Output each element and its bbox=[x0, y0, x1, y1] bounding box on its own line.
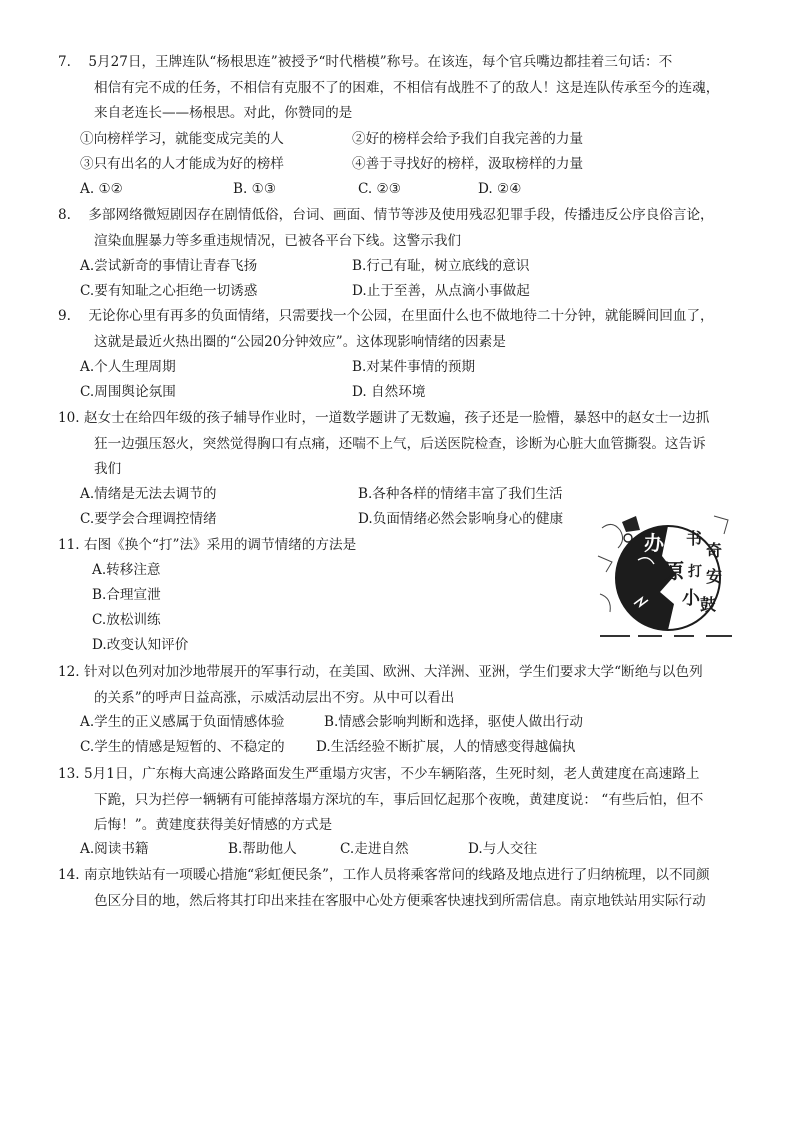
option: B.情感会影响判断和选择，驱使人做出行动 bbox=[324, 714, 583, 730]
figure-char: 鼓 bbox=[700, 595, 717, 614]
cartoon-drawing bbox=[594, 508, 740, 638]
option: D.负面情绪必然会影响身心的健康 bbox=[358, 511, 564, 527]
question-text: 针对以色列对加沙地带展开的军事行动，在美国、欧洲、大洋洲、亚洲，学生们要求大学“断绝与以色列 bbox=[84, 664, 703, 680]
figure-char: 小 bbox=[682, 588, 700, 609]
option: D. ②④ bbox=[478, 181, 522, 197]
question-text: 我们 bbox=[94, 461, 122, 478]
question-number: 14. bbox=[58, 867, 80, 883]
question-text: 5月27日，王牌连队“杨根思连”被授予“时代楷模”称号。在该连，每个官兵嘴边都挂着三句话：不 bbox=[88, 54, 673, 70]
question-7 bbox=[58, 50, 748, 127]
question-8 bbox=[58, 203, 748, 254]
option: D.改变认知评价 bbox=[92, 637, 189, 653]
option: A.阅读书籍 bbox=[80, 841, 149, 857]
option: B.行己有耻，树立底线的意识 bbox=[352, 258, 530, 274]
option: D.生活经验不断扩展，人的情感变得越偏执 bbox=[316, 739, 576, 755]
question-text: 渲染血腥暴力等多重违规情况，已被各平台下线。这警示我们 bbox=[94, 232, 462, 249]
question-number: 7. bbox=[58, 54, 71, 70]
option: B.对某件事情的预期 bbox=[352, 359, 476, 375]
option: A. ①② bbox=[80, 181, 123, 197]
question-text: 狂一边强压怒火，突然觉得胸口有点痛，还喘不上气，后送医院检查，诊断为心脏大血管撕裂。这告诉 bbox=[94, 435, 706, 452]
question-text: 来自老连长——杨根思。对此，你赞同的是 bbox=[94, 105, 353, 122]
question-text: 右图《换个“打”法》采用的调节情绪的方法是 bbox=[84, 537, 357, 553]
option: A.尝试新奇的事情让青春飞扬 bbox=[80, 258, 258, 274]
question-number: 9. bbox=[58, 308, 71, 324]
statement: ④善于寻找好的榜样，汲取榜样的力量 bbox=[352, 156, 584, 172]
question-text: 这就是最近火热出圈的“公园20分钟效应”。这体现影响情绪的因素是 bbox=[94, 333, 506, 350]
option: C.放松训练 bbox=[92, 612, 161, 628]
option: C.走进自然 bbox=[340, 841, 409, 857]
question-number: 10. bbox=[58, 410, 80, 426]
option: A.个人生理周期 bbox=[80, 359, 176, 375]
question-number: 12. bbox=[58, 664, 80, 680]
figure-char: 打 bbox=[688, 564, 702, 580]
option: B.合理宣泄 bbox=[92, 587, 161, 603]
question-number: 11. bbox=[58, 537, 80, 553]
figure-char: 原 bbox=[664, 559, 684, 583]
cartoon-figure bbox=[594, 508, 740, 638]
question-text: 的关系”的呼声日益高涨，示威活动层出不穷。从中可以看出 bbox=[94, 689, 455, 706]
question-number: 8. bbox=[58, 207, 71, 223]
option: C.要有知耻之心拒绝一切诱惑 bbox=[80, 283, 258, 299]
question-text: 无论你心里有再多的负面情绪，只需要找一个公园，在里面什么也不做地待二十分钟，就能瞬间回血了， bbox=[88, 308, 714, 324]
option: B.帮助他人 bbox=[228, 841, 297, 857]
option: A.转移注意 bbox=[92, 562, 161, 578]
question-text: 色区分目的地，然后将其打印出来挂在客服中心处方便乘客快速找到所需信息。南京地铁站用实际行动 bbox=[94, 892, 706, 909]
option: D.与人交往 bbox=[468, 841, 538, 857]
option: B.各种各样的情绪丰富了我们生活 bbox=[358, 486, 563, 502]
option: A.情绪是无法去调节的 bbox=[80, 486, 217, 502]
figure-char: 奇 bbox=[706, 541, 723, 560]
question-text: 下跪，只为拦停一辆辆有可能掉落塌方深坑的车，事后回忆起那个夜晚，黄建度说： “有些后怕，但不 bbox=[94, 791, 704, 808]
statement: ③只有出名的人才能成为好的榜样 bbox=[80, 156, 284, 172]
question-12 bbox=[58, 660, 748, 711]
statement: ②好的榜样会给予我们自我完善的力量 bbox=[352, 131, 584, 147]
option: C.学生的情感是短暂的、不稳定的 bbox=[80, 739, 285, 755]
option: B. ①③ bbox=[233, 181, 277, 197]
question-text: 5月1日，广东梅大高速公路路面发生严重塌方灾害，不少车辆陷落，生死时刻，老人黄建度在高速路上 bbox=[84, 766, 700, 782]
question-10 bbox=[58, 406, 748, 483]
option: A.学生的正义感属于负面情感体验 bbox=[80, 714, 285, 730]
question-text: 相信有完不成的任务，不相信有克服不了的困难，不相信有战胜不了的敌人！这是连队传承至今的连魂， bbox=[94, 79, 720, 96]
figure-char: 安 bbox=[706, 567, 723, 586]
question-13 bbox=[58, 762, 748, 839]
question-14 bbox=[58, 863, 748, 914]
question-text: 南京地铁站有一项暖心措施“彩虹便民条”，工作人员将乘客常问的线路及地点进行了归纳梳理，以不同颜 bbox=[84, 867, 710, 883]
question-text: 后悔！”。黄建度获得美好情感的方式是 bbox=[94, 817, 333, 834]
question-text: 多部网络微短剧因存在剧情低俗，台词、画面、情节等涉及使用残忍犯罪手段，传播违反公序良俗言论， bbox=[88, 207, 714, 223]
option: D.止于至善，从点滴小事做起 bbox=[352, 283, 530, 299]
statement: ①向榜样学习，就能变成完美的人 bbox=[80, 131, 284, 147]
option: C.周围舆论氛围 bbox=[80, 384, 176, 400]
question-9 bbox=[58, 304, 748, 355]
option: C.要学会合理调控情绪 bbox=[80, 511, 217, 527]
option: D. 自然环境 bbox=[352, 384, 426, 400]
figure-char: 办 bbox=[644, 531, 664, 555]
question-text: 赵女士在给四年级的孩子辅导作业时，一道数学题讲了无数遍，孩子还是一脸懵，暴怒中的赵女士一边抓 bbox=[84, 410, 710, 426]
figure-char: 书 bbox=[686, 529, 703, 548]
question-number: 13. bbox=[58, 766, 80, 782]
option: C. ②③ bbox=[358, 181, 401, 197]
